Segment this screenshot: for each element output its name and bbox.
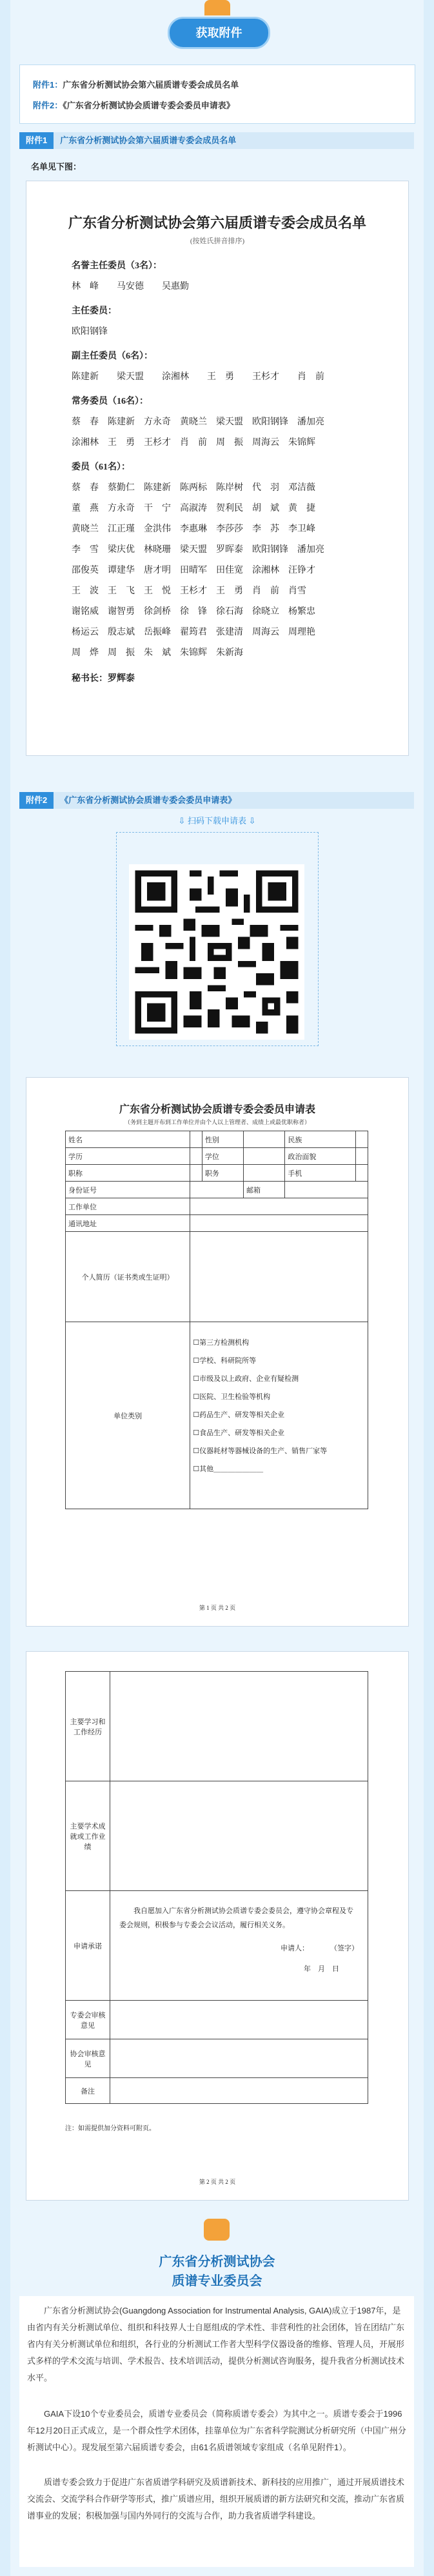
field-experience[interactable] [110,1672,368,1781]
option-label: 第三方检测机构 [199,1339,250,1347]
attachment-item-1[interactable] [33,78,239,90]
label-ethnicity: 民族 [285,1131,356,1148]
option-checkbox[interactable]: ☐第三方检测机构 [193,1339,250,1347]
option-checkbox[interactable]: ☐药品生产、研发等相关企业 [193,1411,285,1419]
member-line: 董 燕 方永奇 干 宁 高淑涛 贺利民 胡 斌 黄 捷 [72,504,315,513]
option-checkbox[interactable]: ☐市级及以上政府、企业有疑检测 [193,1375,299,1383]
option-label: 其他 [199,1465,214,1473]
member-line: 副主任委员（6名）： [72,352,153,361]
section1-badge: 附件1 [19,132,54,149]
field-position[interactable] [244,1165,285,1182]
field-achievements[interactable] [110,1781,368,1891]
doc1-subtitle: (按姓氏拼音排序) [190,237,245,245]
label-workplace: 工作单位 [66,1198,190,1215]
doc1-title: 广东省分析测试协会第六届质谱专委会成员名单 [68,215,366,231]
member-line: 蔡 春 陈建新 方永奇 黄晓兰 梁天盟 欧阳钢锋 潘加亮 [72,417,324,427]
intro-paragraph-1: 广东省分析测试协会(Guangdong Association for Instrumental Analysis, GAIA)成立于1987年，是由省内有关分析测试单位、组织和科技界人士自愿组成的学术性、非营利性的社会团体，旨在团结广东省内有关分析测试单位和组织，各行业的分析测试工作者大型科学仪器设备的维修、管理人员，开展形式多样的学术交流与培训、学术报告、技术培训活动，提供分析测试咨询服务，提升我省分析测试技术水平。 [27,2306,405,2383]
option-label: 学校、科研院所等 [199,1357,257,1365]
field-gender[interactable] [244,1131,285,1148]
page-number-1: 第 1 页 共 2 页 [199,1605,236,1611]
option-label: 药品生产、研发等相关企业 [199,1411,285,1419]
field-email[interactable] [285,1182,368,1198]
attachment-tag: 附件2： [33,101,63,110]
label-remarks: 备注 [66,2078,110,2104]
section1-intro: 名单见下图： [31,162,82,172]
label-org-type: 单位类别 [66,1322,190,1509]
promise-text: 我自愿加入广东省分析测试协会质谱专委会委员会，遵守协会章程及专委会规则，积极参与专委会会议活动，履行相关义务。 [119,1907,353,1929]
section2-title: 《广东省分析测试协会质谱专委会委员申请表》 [60,795,237,805]
form-page-2 [26,1651,409,2201]
option-label: 食品生产、研发等相关企业 [199,1429,285,1437]
form-note: （务到主题开布到工作单位并由个人以上管理者、成绩上或最优职称者） [124,1119,310,1125]
member-list-document [26,181,409,756]
section3-title-2: 质谱专业委员会 [172,2274,262,2288]
attachments-title: 获取附件 [168,17,270,49]
member-line: 黄晓兰 江正瑾 金洪伟 李惠琳 李莎莎 李 苏 李卫峰 [72,524,315,534]
field-committee-review[interactable] [110,2001,368,2039]
member-line: 李 雪 梁庆优 林晓珊 梁天盟 罗晖泰 欧阳钢锋 潘加亮 [72,545,324,555]
member-line: 陈建新 梁天盟 涂湘林 王 勇 王杉才 肖 前 [72,372,324,382]
org-type-options [190,1322,368,1509]
label-title: 职称 [66,1165,190,1182]
attachment-list [19,64,415,124]
folder-icon [204,0,230,15]
attachments-header [0,0,434,50]
label-id: 身份证号 [66,1182,190,1198]
field-politics[interactable] [356,1148,368,1165]
member-line: 名誉主任委员（3名）： [72,261,162,271]
label-politics: 政治面貌 [285,1148,356,1165]
attachment-name: 广东省分析测试协会第六届质谱专委会成员名单 [63,80,239,90]
scan-hint: ⇩ 扫码下载申请表 ⇩ [178,816,256,826]
field-address[interactable] [190,1215,368,1232]
member-line: 欧阳钢锋 [72,327,108,337]
member-line: 杨运云 殷志斌 岳振峰 翟筠君 张建清 周海云 周理艳 [72,628,315,637]
field-id[interactable] [190,1182,244,1198]
form-title: 广东省分析测试协会质谱专委会委员申请表 [119,1104,315,1115]
date-line: 年 月 日 [304,1965,339,1973]
option-checkbox[interactable]: ☐医院、卫生检验等机构 [193,1393,271,1401]
field-workplace[interactable] [190,1198,368,1215]
label-promise: 申请承诺 [66,1891,110,2001]
field-association-review[interactable] [110,2039,368,2078]
member-line: 委员（61名）： [72,462,130,472]
field-degree[interactable] [244,1148,285,1165]
label-experience: 主要学习和工作经历 [66,1672,110,1781]
label-association-review: 协会审核意见 [66,2039,110,2078]
option-checkbox[interactable]: ☐学校、科研院所等 [193,1357,257,1365]
field-resume[interactable] [190,1232,368,1322]
member-line: 常务委员（16名）： [72,397,148,406]
promise-cell [110,1891,368,2001]
field-name[interactable] [190,1131,202,1148]
field-phone[interactable] [356,1165,368,1182]
form-footnote: 注：如需提供加分资料可附页。 [65,2125,155,2132]
section1-heading [19,132,414,149]
option-checkbox[interactable]: ☐食品生产、研发等相关企业 [193,1429,285,1437]
field-remarks[interactable] [110,2078,368,2104]
intro-paragraph-3: 质谱专委会致力于促进广东省质谱学科研究及质谱新技术、新科技的应用推广，通过开展质谱技术交流会、交流学科合作研学等形式，推广质谱应用，组织开展质谱的新方法研究和交流，推动广东省质谱事业的发展；积极加强与国内外同行的交流与合作，助力我省质谱学科建设。 [27,2477,405,2521]
qr-code-icon[interactable] [129,864,304,1040]
member-line: 蔡 春 蔡勤仁 陈建新 陈两标 陈岸树 代 羽 邓洁薇 [72,483,315,493]
label-gender: 性别 [202,1131,243,1148]
member-line: 周 烨 周 振 朱 斌 朱锦辉 朱新海 [72,648,243,658]
option-label: 仪器耗材等器械设备的生产、销售厂家等 [199,1447,328,1455]
label-name: 姓名 [66,1131,190,1148]
application-table-1 [65,1131,368,1509]
member-line: 主任委员： [72,306,117,316]
member-line: 谢铭威 谢智勇 徐剑桥 徐 锋 徐石海 徐晓立 杨繁忠 [72,607,315,617]
association-logo-icon [204,2219,230,2241]
attachment-tag: 附件1： [33,80,63,90]
section2-heading [19,792,414,809]
member-line: 涂湘林 王 勇 王杉才 肖 前 周 振 周海云 朱锦辉 [72,438,315,448]
section1-title: 广东省分析测试协会第六届质谱专委会成员名单 [60,135,237,145]
section3-title-1: 广东省分析测试协会 [159,2255,275,2269]
member-line: 林 峰 马安德 吴惠勤 [72,282,189,292]
attachment-item-2[interactable] [33,99,235,111]
member-line: 邵俊英 谭建华 唐才明 田晴军 田佳宽 涂湘林 汪铮才 [72,566,315,575]
option-label: 医院、卫生检验等机构 [199,1393,271,1401]
attachment-name: 《广东省分析测试协会质谱专委会委员申请表》 [63,101,235,110]
form-page-1 [26,1077,409,1627]
label-email: 邮箱 [244,1182,285,1198]
label-degree: 学位 [202,1148,243,1165]
label-phone: 手机 [285,1165,356,1182]
intro-paragraph-2: GAIA下设10个专业委员会，质谱专业委员会（简称质谱专委会）为其中之一。质谱专委会于1996年12月20日正式成立，是一个群众性学术团体，挂靠单位为广东省科学院测试分析研究所（中国广州分析测试中心）。现发展至第六届质谱专委会，由61名质谱领域专家组成（名单见附件1）。 [27,2409,406,2452]
label-committee-review: 专委会审核意见 [66,2001,110,2039]
member-line: 王 波 王 飞 王 悦 王杉才 王 勇 肖 前 肖雪 [72,586,306,596]
field-title[interactable] [190,1165,202,1182]
label-resume: 个人简历（证书类或生证明） [66,1232,190,1322]
section2-badge: 附件2 [19,792,54,809]
application-table-2 [65,1671,368,2104]
field-ethnicity[interactable] [356,1131,368,1148]
option-checkbox[interactable]: ☐其他＿＿＿＿＿＿＿ [193,1465,264,1473]
field-education[interactable] [190,1148,202,1165]
scan-hint-text: 扫码下载申请表 [187,816,246,826]
label-education: 学历 [66,1148,190,1165]
label-position: 职务 [202,1165,243,1182]
page-number-2: 第 2 页 共 2 页 [199,2179,236,2185]
label-address: 通讯地址 [66,1215,190,1232]
option-checkbox[interactable]: ☐仪器耗材等器械设备的生产、销售厂家等 [193,1447,328,1455]
signature-line: 申请人： （签字） [281,1945,359,1952]
option-label: 市级及以上政府、企业有疑检测 [199,1375,299,1383]
label-achievements: 主要学术成就或工作业绩 [66,1781,110,1891]
member-line: 秘书长：罗辉泰 [72,674,135,684]
